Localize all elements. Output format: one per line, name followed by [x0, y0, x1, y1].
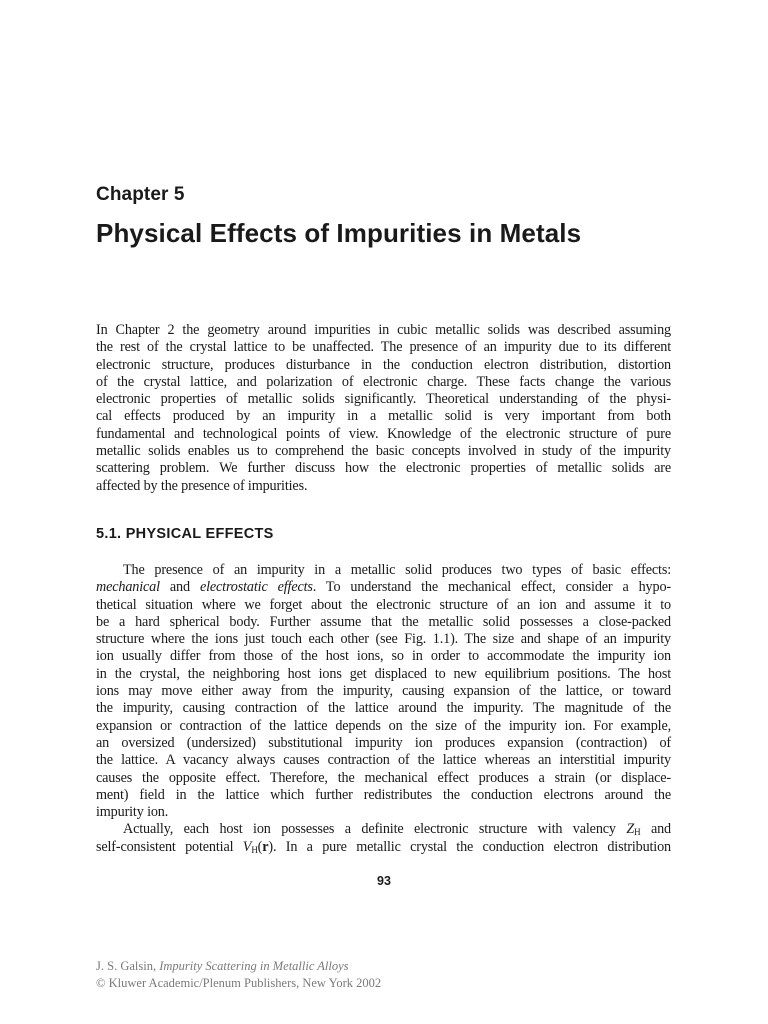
text-line: the lattice. A vacancy always causes contraction of the lattice whereas an interstitial impurity: [96, 752, 671, 769]
potential-symbol: V: [242, 838, 252, 855]
text-line: mechanical and electrostatic effects. To understand the mechanical effect, consider a hypo-: [96, 579, 671, 596]
text-line: ions may move either away from the impurity, causing expansion of the lattice, or toward: [96, 683, 671, 700]
text-line: affected by the presence of impurities.: [96, 477, 308, 494]
valency-symbol: Z: [626, 821, 635, 838]
text-line: self-consistent potential $V_H(r)$. In a pure metallic crystal the conduction electron distribution: [96, 838, 671, 855]
chapter-label: Chapter 5: [96, 184, 185, 205]
position-vector: r: [262, 838, 269, 855]
text-line: of the crystal lattice, and polarization of electronic charge. These facts change the various: [96, 373, 671, 390]
text-line: the rest of the crystal lattice to be unaffected. The presence of an impurity due to its different: [96, 339, 671, 356]
text-line: ment) field in the lattice which further redistributes the conduction electrons around the: [96, 786, 671, 803]
text-line: expansion or contraction of the lattice depends on the size of the impurity ion. For example,: [96, 717, 671, 734]
text-line: fundamental and technological points of view. Knowledge of the electronic structure of pure: [96, 425, 671, 442]
text-line: electronic properties of metallic solids significantly. Theoretical understanding of the physi-: [96, 391, 671, 408]
text-line: thetical situation where we forget about the electronic structure of an ion and assume it to: [96, 596, 671, 613]
footer-citation: [96, 958, 381, 975]
text-line: in the crystal, the neighboring host ions get displaced to new equilibrium positions. The host: [96, 665, 671, 682]
text-line: Actually, each host ion possesses a definite electronic structure with valency $Z_H$ and: [123, 821, 671, 838]
text-line: scattering problem. We further discuss how the electronic properties of metallic solids are: [96, 460, 671, 477]
body-text: [96, 562, 671, 856]
emphasis-mechanical: mechanical: [96, 579, 160, 596]
text-line: the impurity, causing contraction of the lattice around the impurity. The magnitude of the: [96, 700, 671, 717]
text-line: In Chapter 2 the geometry around impurities in cubic metallic solids was described assuming: [96, 322, 671, 338]
section-heading: 5.1. PHYSICAL EFFECTS: [96, 526, 274, 542]
text-line: causes the opposite effect. Therefore, the mechanical effect produces a strain (or displace-: [96, 769, 671, 786]
host-subscript: H: [634, 827, 641, 838]
footer-copyright: © Kluwer Academic/Plenum Publishers, New York 2002: [96, 976, 382, 990]
page-number: 93: [377, 874, 391, 888]
text-line: ion usually differ from those of the host ions, so in order to accommodate the impurity ion: [96, 648, 671, 665]
text-line: an oversized (undersized) substitutional impurity ion produces expansion (contraction) of: [96, 734, 671, 751]
chapter-title: Physical Effects of Impurities in Metals: [96, 218, 582, 248]
text-line: be a hard spherical body. Further assume that the metallic solid possesses a close-packed: [96, 613, 671, 630]
footer-author: J. S. Galsin,: [96, 959, 160, 973]
footer: [96, 958, 381, 992]
text-line: The presence of an impurity in a metallic solid produces two types of basic effects:: [123, 562, 671, 578]
text-line: metallic solids enables us to comprehend the basic concepts involved in study of the impurity: [96, 443, 671, 460]
text-line: impurity ion.: [96, 804, 169, 821]
intro-paragraph: [96, 322, 671, 495]
footer-book-title: Impurity Scattering in Metallic Alloys: [159, 959, 349, 973]
text-line: electronic structure, produces disturbance in the conduction electron distribution, distortion: [96, 356, 671, 373]
host-subscript: H: [251, 844, 258, 855]
emphasis-electrostatic: electrostatic effects: [199, 579, 313, 596]
text-line: cal effects produced by an impurity in a metallic solid is very important from both: [96, 408, 671, 425]
text-line: structure where the ions just touch each other (see Fig. 1.1). The size and shape of an impurity: [96, 631, 671, 648]
